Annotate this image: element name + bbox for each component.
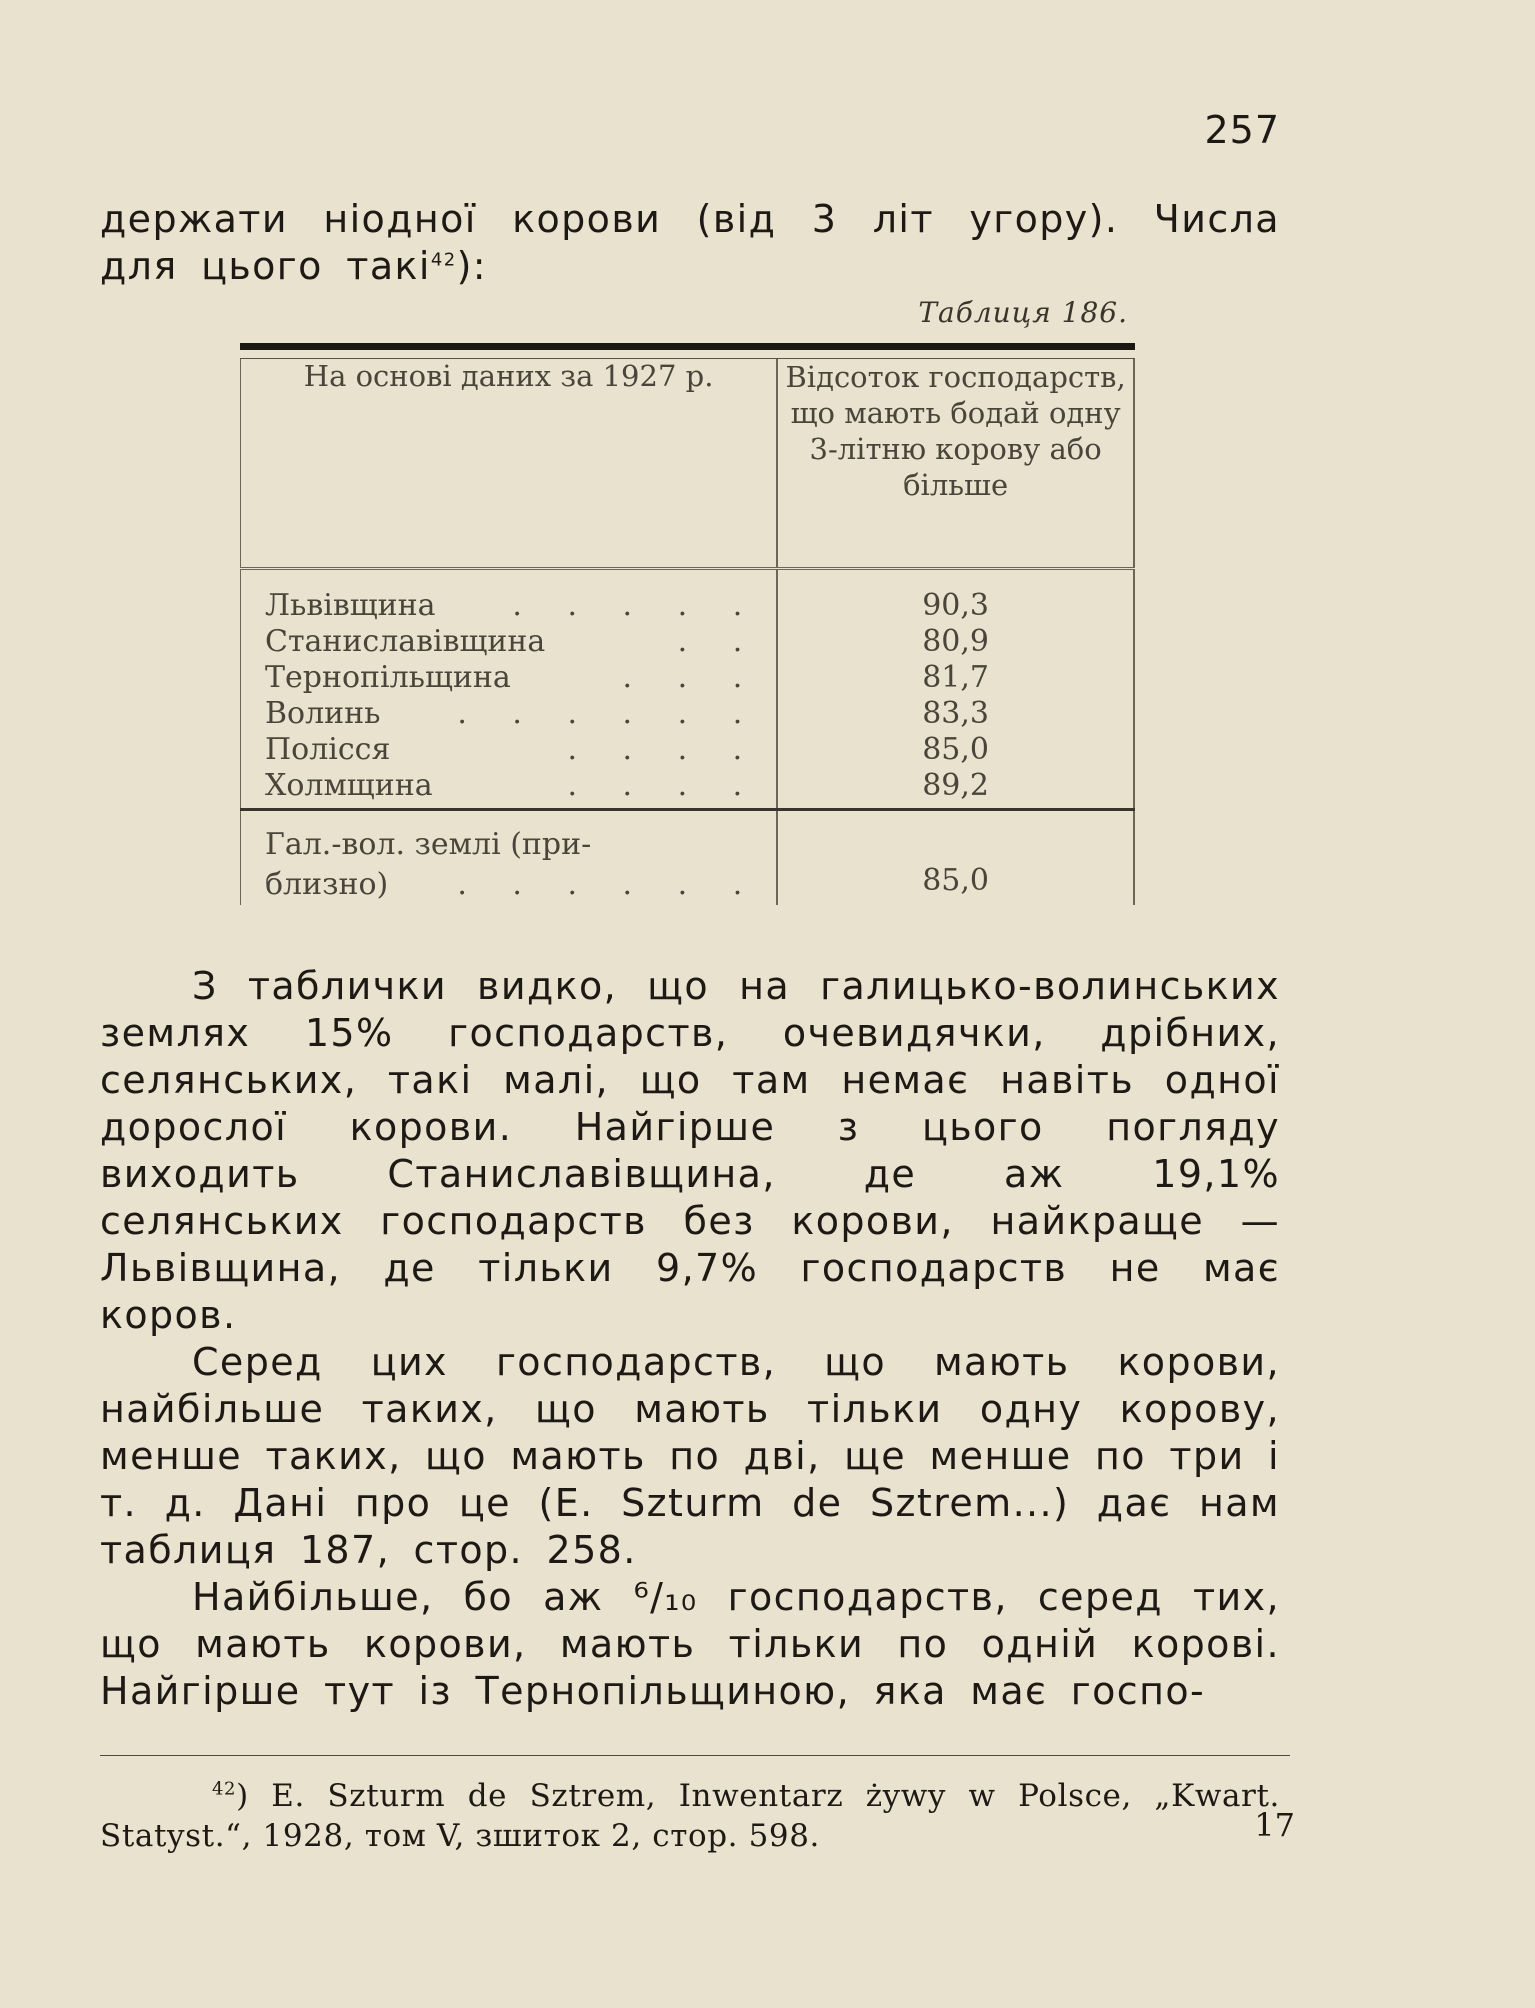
region-name: Волинь — [265, 696, 381, 731]
table-header-row — [241, 359, 1135, 569]
table-cell-value: 89,2 — [922, 768, 990, 803]
table-row — [265, 768, 760, 804]
data-table — [240, 359, 1135, 905]
paragraph: З таблички видко, що на галицько-волинських землях 15% господарств, очевидячки, дрібних, селянських, такі малі, що там немає навіть одної дорослої корови. Найгірше з цього погляду виходить Станиславівщина, де аж 19,1% селянських господарств без корови, найкраще — Львівщина, де тільки 9,7% господарств не має коров. — [100, 964, 1280, 1337]
region-name: Львівщина — [265, 588, 436, 623]
page-body — [100, 196, 1280, 1856]
table-cell-value: 80,9 — [922, 624, 990, 659]
paragraph: Найбільше, бо аж ⁶/₁₀ господарств, серед тих, що мають корови, мають тільки по одній корові. Найгірше тут із Тернопільщиною, яка має госпо- — [100, 1575, 1280, 1713]
table-cell-value: 85,0 — [922, 732, 990, 767]
table-caption: Таблиця 186. — [918, 296, 1128, 329]
table-body-row — [241, 569, 1135, 810]
region-name: Полісся — [265, 732, 391, 767]
table-total-row — [241, 811, 1135, 905]
total-label-text: близно) — [265, 867, 389, 902]
region-name: Холмщина — [265, 768, 433, 803]
table-top-rule — [240, 343, 1135, 350]
footnote-rule — [100, 1755, 1290, 1756]
table-row — [265, 660, 760, 696]
leader-dots: . . — [677, 624, 761, 659]
footnote-text: ) E. Szturm de Sztrem, Inwentarz żywy w Polsce, „Kwart. Statyst.“, 1928, том V, зшиток 2, стор. 598. — [100, 1778, 1280, 1854]
body-text — [100, 963, 1280, 1715]
leader-dots: . . . . — [567, 732, 761, 767]
paragraph: Серед цих господарств, що мають корови, найбільше таких, що мають тільки одну корову, менше таких, що мають по дві, ще менше по три і т. д. Дані про це (E. Szturm de Sztrem...) дає нам таблиця 187, стор. 258. — [100, 1340, 1280, 1572]
table-cell-value: 83,3 — [922, 696, 990, 731]
header-region: На основі даних за 1927 р. — [241, 359, 778, 569]
intro-text: держати ніодної корови (від 3 літ угору). Числа для цього такі — [100, 197, 1280, 288]
total-label — [241, 811, 778, 905]
intro-tail: ): — [456, 244, 487, 288]
table-row — [265, 624, 760, 660]
region-name: Станиславівщина — [265, 624, 546, 659]
leader-dots: . . . — [622, 660, 761, 695]
intro-paragraph — [100, 196, 1280, 290]
table-row — [265, 588, 760, 624]
region-column — [241, 569, 778, 810]
leader-dots: . . . . . . — [457, 696, 761, 731]
total-label-line: Гал.-вол. землі (при- — [265, 827, 592, 862]
leader-dots: . . . . . . — [457, 867, 761, 902]
table-cell-value: 90,3 — [922, 588, 990, 623]
header-percentage: Відсоток господарств, що мають бодай одну 3-літню корову або більше — [777, 359, 1134, 569]
total-value: 85,0 — [777, 811, 1134, 905]
total-label-line — [265, 865, 760, 905]
table-row — [265, 696, 760, 732]
region-name: Тернопільщина — [265, 660, 511, 695]
table-cell-value: 81,7 — [922, 660, 990, 695]
footnote — [100, 1776, 1280, 1856]
value-column — [777, 569, 1134, 810]
table-row — [265, 732, 760, 768]
page-number: 257 — [1204, 108, 1280, 152]
footnote-marker: 42 — [212, 1778, 237, 1800]
signature-mark: 17 — [1254, 1806, 1295, 1844]
leader-dots: . . . . . — [512, 588, 761, 623]
leader-dots: . . . . — [567, 768, 761, 803]
footnote-reference[interactable]: 42 — [430, 249, 457, 271]
data-table-block — [240, 343, 1135, 905]
